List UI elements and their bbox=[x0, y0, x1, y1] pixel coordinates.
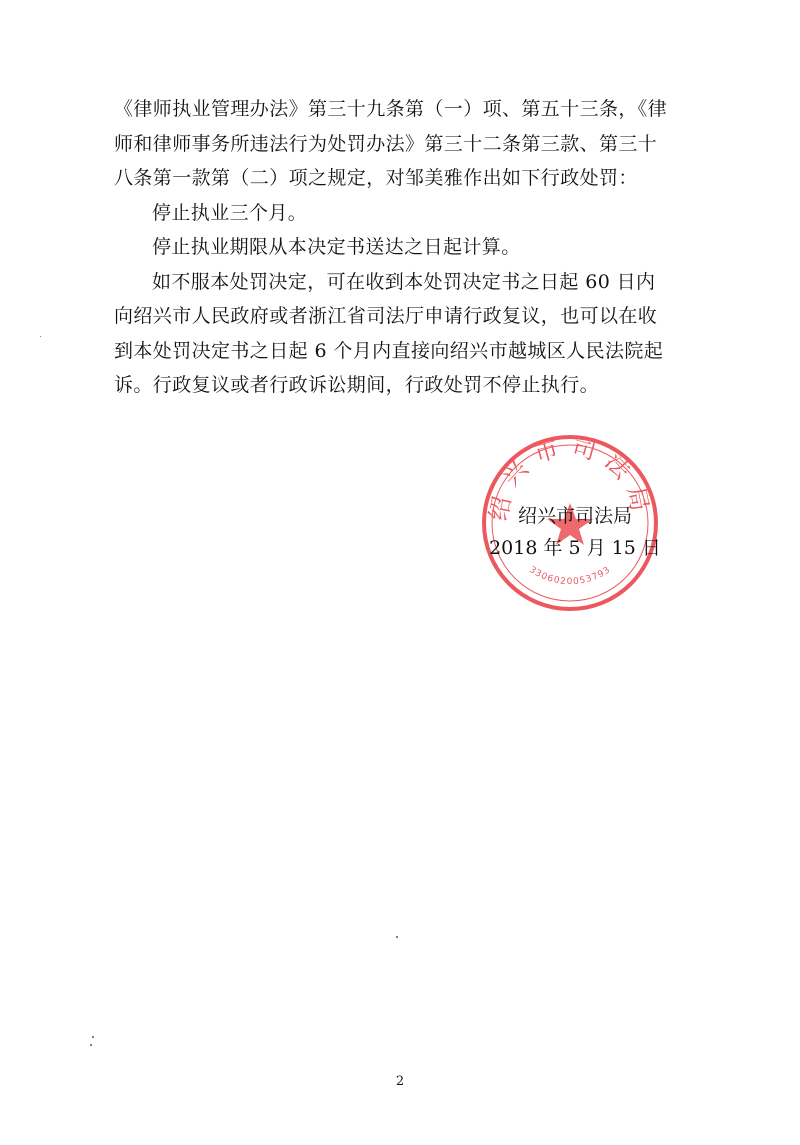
body-text bbox=[114, 92, 674, 403]
paragraph-penalty: 停止执业三个月。 bbox=[152, 201, 308, 224]
scan-speck bbox=[396, 936, 398, 938]
signature-date: 2018 年 5 月 15 日 bbox=[489, 537, 661, 559]
scan-speck bbox=[92, 1036, 94, 1038]
signature-block bbox=[480, 500, 670, 564]
seal-organization-text: 绍兴市司法局 bbox=[484, 433, 656, 524]
scan-speck bbox=[40, 336, 41, 337]
signature-organization: 绍兴市司法局 bbox=[517, 505, 632, 527]
paragraph-penalty-period: 停止执业期限从本决定书送达之日起计算。 bbox=[152, 236, 521, 258]
paragraph-appeal-rights: 如不服本处罚决定，可在收到本处罚决定书之日起 60 日内向绍兴市人民政府或者浙江省司法厅申请行政复议，也可以在收到本处罚决定书之日起 6 个月内直接向绍兴市越城区人民法院起诉。行政复议或者行政诉讼期间，行政处罚不停止执行。 bbox=[114, 270, 664, 396]
page-number: 2 bbox=[395, 1074, 405, 1089]
scan-speck bbox=[90, 1044, 92, 1046]
seal-number-text: 3306020053793 bbox=[527, 565, 613, 588]
paragraph-legal-basis: 《律师执业管理办法》第三十九条第（一）项、第五十三条，《律师和律师事务所违法行为处罚办法》第三十二条第三款、第三十八条第一款第（二）项之规定，对邹美雅作出如下行政处罚： bbox=[114, 98, 668, 189]
